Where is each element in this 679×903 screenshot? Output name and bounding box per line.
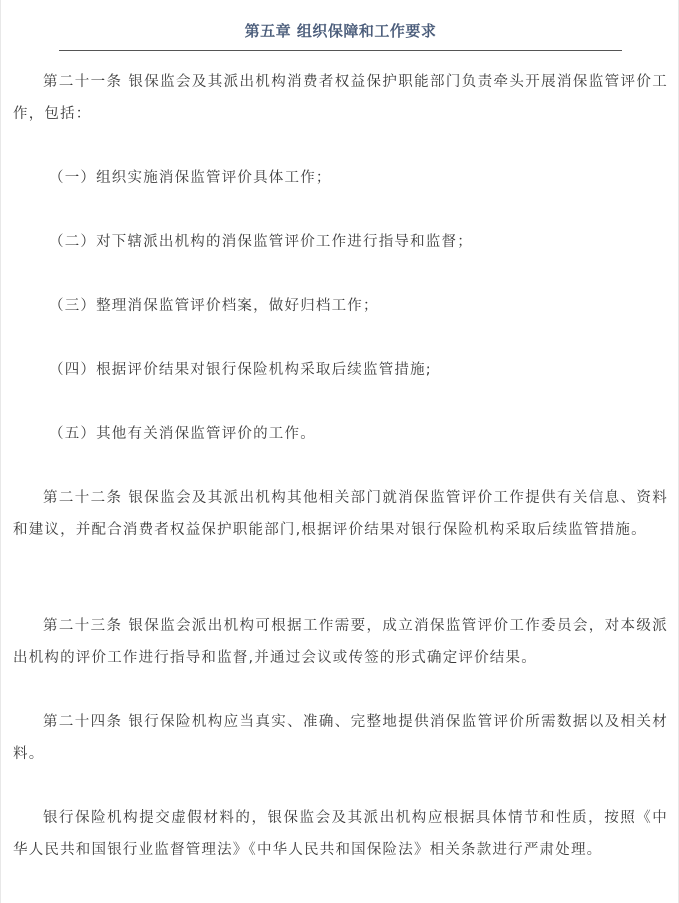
article-21-item-2: （二）对下辖派出机构的消保监管评价工作进行指导和监督； [49,234,473,250]
article-21-item-4: （四）根据评价结果对银行保险机构采取后续监管措施; [49,362,432,378]
article-21: 第二十一条 银保监会及其派出机构消费者权益保护职能部门负责牵头开展消保监管评价工作，包括： [13,74,668,122]
article-22: 第二十二条 银保监会及其派出机构其他相关部门就消保监管评价工作提供有关信息、资料和建议，并配合消费者权益保护职能部门,根据评价结果对银行保险机构采取后续监管措施。 [13,490,668,538]
article-24-paragraph-2: 银行保险机构提交虚假材料的，银保监会及其派出机构应根据具体情节和性质，按照《中华人民共和国银行业监督管理法》《中华人民共和国保险法》相关条款进行严肃处理。 [13,810,668,858]
title-divider [59,50,622,51]
article-21-item-3: （三）整理消保监管评价档案，做好归档工作； [49,298,379,314]
article-21-item-1: （一）组织实施消保监管评价具体工作； [49,170,332,186]
article-23: 第二十三条 银保监会派出机构可根据工作需要，成立消保监管评价工作委员会，对本级派出机构的评价工作进行指导和监督,并通过会议或传签的形式确定评价结果。 [13,618,668,666]
chapter-title: 第五章 组织保障和工作要求 [244,22,437,40]
article-24: 第二十四条 银行保险机构应当真实、准确、完整地提供消保监管评价所需数据以及相关材料。 [13,714,668,762]
article-21-item-5: （五）其他有关消保监管评价的工作。 [49,426,316,442]
